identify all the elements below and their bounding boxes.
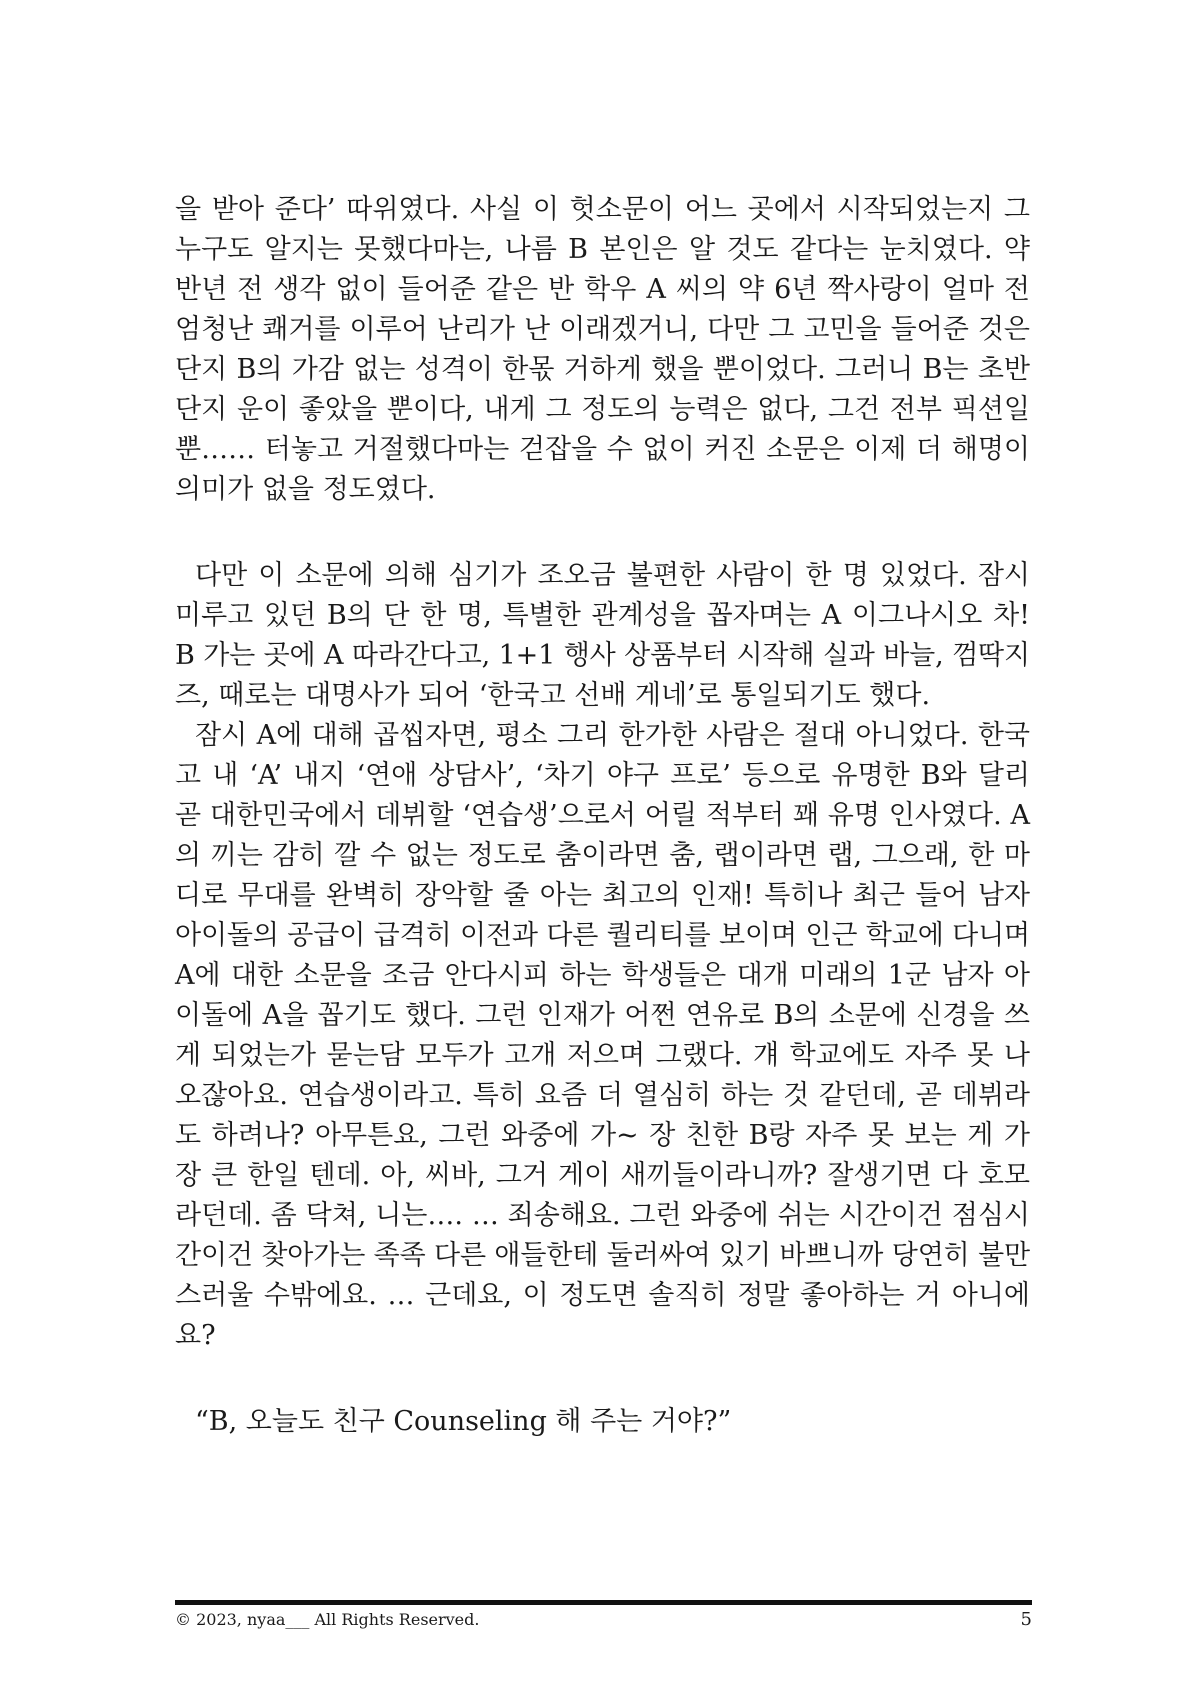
text-line: 도 하려나? 아무튼요, 그런 와중에 가~ 장 친한 B랑 자주 못 보는 게 가 xyxy=(175,1120,1030,1151)
text-line: 단지 운이 좋았을 뿐이다, 내게 그 정도의 능력은 없다, 그건 전부 픽션일 xyxy=(175,394,1030,425)
dialogue-line: “B, 오늘도 친구 Counseling 해 주는 거야?” xyxy=(195,1406,732,1437)
text-line: 잠시 A에 대해 곱씹자면, 평소 그리 한가한 사람은 절대 아니었다. 한국 xyxy=(195,720,1030,751)
text-line: 디로 무대를 완벽히 장악할 줄 아는 최고의 인재! 특히나 최근 들어 남자 xyxy=(175,880,1030,911)
text-line: 곧 대한민국에서 데뷔할 ‘연습생’으로서 어릴 적부터 꽤 유명 인사였다. A xyxy=(175,800,1030,831)
text-line: 간이건 찾아가는 족족 다른 애들한테 둘러싸여 있기 바쁘니까 당연히 불만 xyxy=(175,1240,1030,1271)
text-line: 누구도 알지는 못했다마는, 나름 B 본인은 알 것도 같다는 눈치였다. 약 xyxy=(175,234,1030,265)
text-line: 의미가 없을 정도였다. xyxy=(175,474,436,505)
text-line: 장 큰 한일 텐데. 아, 씨바, 그거 게이 새끼들이라니까? 잘생기면 다 호모 xyxy=(175,1160,1030,1191)
text-line: 라던데. 좀 닥쳐, 니는…. … 죄송해요. 그런 와중에 쉬는 시간이건 점심시 xyxy=(175,1200,1030,1231)
paragraph-gap xyxy=(175,1356,1030,1402)
text-line: 아이돌의 공급이 급격히 이전과 다른 퀄리티를 보이며 인근 학교에 다니며 xyxy=(175,920,1030,951)
text-line: 고 내 ‘A’ 내지 ‘연애 상담사’, ‘차기 야구 프로’ 등으로 유명한 B와 달리 xyxy=(175,760,1030,791)
page-number: 5 xyxy=(1020,1609,1032,1630)
text-line: 엄청난 쾌거를 이루어 난리가 난 이래겠거니, 다만 그 고민을 들어준 것은 xyxy=(175,314,1030,345)
text-line: 을 받아 준다’ 따위였다. 사실 이 헛소문이 어느 곳에서 시작되었는지 그 xyxy=(175,194,1030,225)
text-line: B 가는 곳에 A 따라간다고, 1+1 행사 상품부터 시작해 실과 바늘, 껌딱지 xyxy=(175,640,1030,671)
page-footer xyxy=(175,1608,1032,1632)
text-line: 이돌에 A을 꼽기도 했다. 그런 인재가 어쩐 연유로 B의 소문에 신경을 쓰 xyxy=(175,1000,1030,1031)
text-line: 미루고 있던 B의 단 한 명, 특별한 관계성을 꼽자며는 A 이그나시오 차! xyxy=(175,600,1030,631)
text-line: 다만 이 소문에 의해 심기가 조오금 불편한 사람이 한 명 있었다. 잠시 xyxy=(195,560,1030,591)
paragraph-2 xyxy=(175,556,1030,716)
text-line: 게 되었는가 묻는담 모두가 고개 저으며 그랬다. 걔 학교에도 자주 못 나 xyxy=(175,1040,1030,1071)
text-line: 즈, 때로는 대명사가 되어 ‘한국고 선배 게네’로 통일되기도 했다. xyxy=(175,680,931,711)
text-line: 스러울 수밖에요. … 근데요, 이 정도면 솔직히 정말 좋아하는 거 아니에 xyxy=(175,1280,1030,1311)
paragraph-gap xyxy=(175,510,1030,556)
paragraph-1 xyxy=(175,190,1030,510)
text-line: 의 끼는 감히 깔 수 없는 정도로 춤이라면 춤, 랩이라면 랩, 그으래, 한 마 xyxy=(175,840,1030,871)
paragraph-4-dialogue xyxy=(175,1402,1030,1442)
footer-divider xyxy=(175,1600,1032,1605)
body-text xyxy=(175,190,1030,1442)
text-line: 요? xyxy=(175,1320,216,1351)
paragraph-3 xyxy=(175,716,1030,1356)
text-line: A에 대한 소문을 조금 안다시피 하는 학생들은 대개 미래의 1군 남자 아 xyxy=(175,960,1030,991)
text-line: 단지 B의 가감 없는 성격이 한몫 거하게 했을 뿐이었다. 그러니 B는 초반 xyxy=(175,354,1030,385)
text-line: 반년 전 생각 없이 들어준 같은 반 학우 A 씨의 약 6년 짝사랑이 얼마 전 xyxy=(175,274,1030,305)
text-line: 뿐…… 터놓고 거절했다마는 걷잡을 수 없이 커진 소문은 이제 더 해명이 xyxy=(175,434,1030,465)
text-line: 오잖아요. 연습생이라고. 특히 요즘 더 열심히 하는 것 같던데, 곧 데뷔라 xyxy=(175,1080,1030,1111)
copyright-notice: © 2023, nyaa___ All Rights Reserved. xyxy=(175,1610,480,1629)
